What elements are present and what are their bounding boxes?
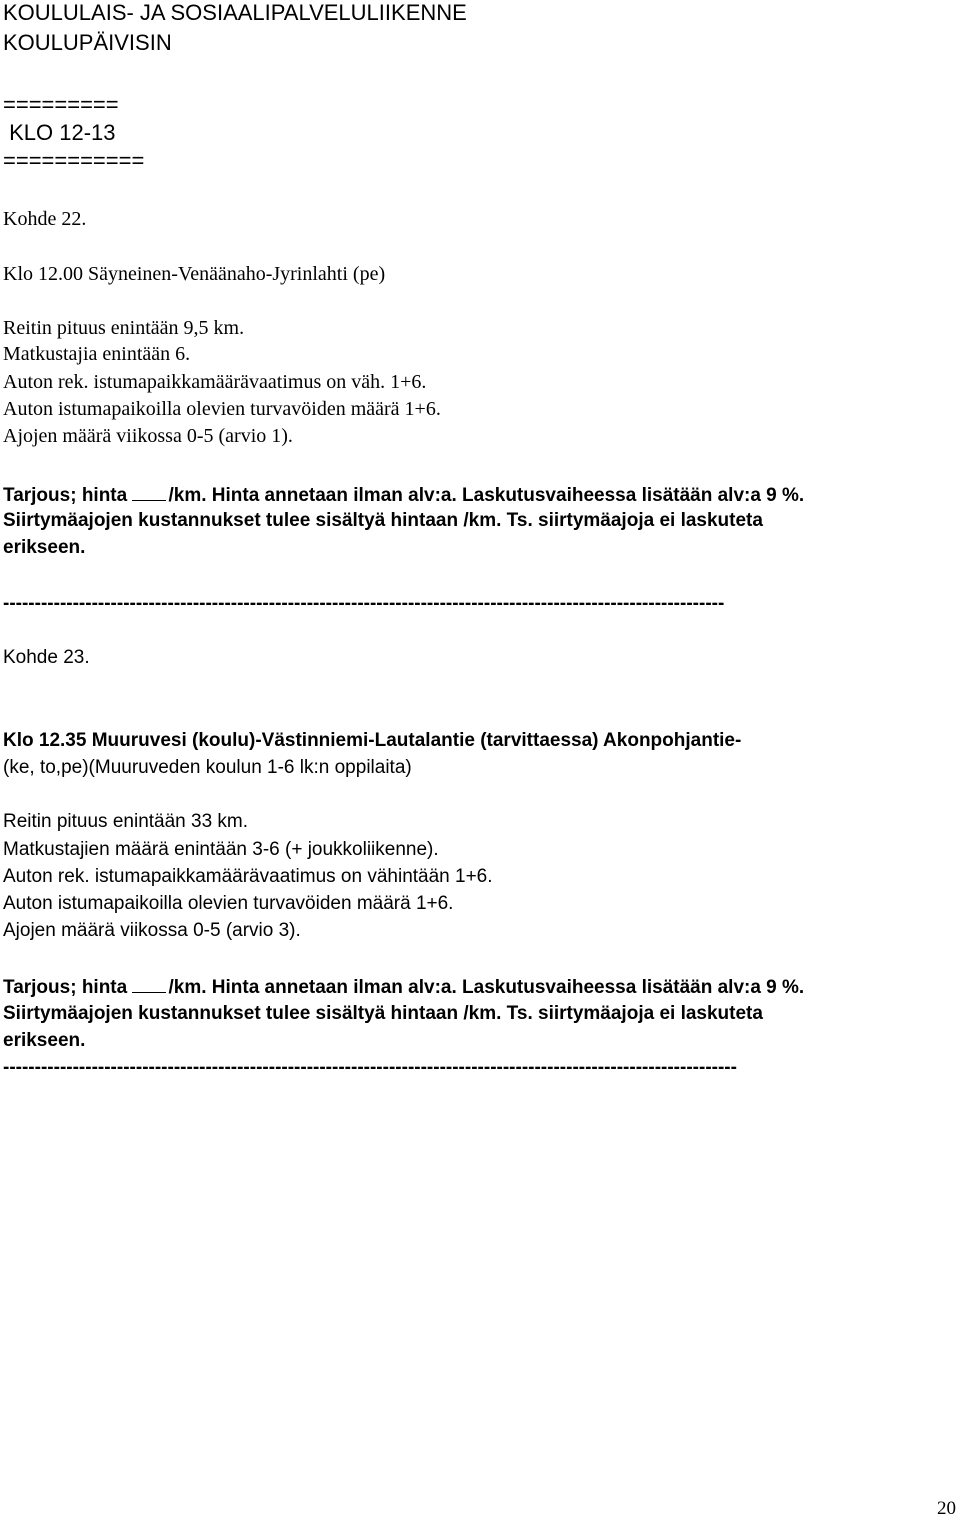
title-line-2: KOULUPÄIVISIN — [3, 30, 172, 55]
kohde23-offer-suffix: /km. Hinta annetaan ilman alv:a. Laskutusvaiheessa lisätään alv:a 9 %. — [168, 977, 805, 998]
kohde22-route: Klo 12.00 Säyneinen-Venäänaho-Jyrinlahti (pe) — [3, 263, 386, 285]
kohde22-transfer-end: erikseen. — [3, 537, 86, 558]
title-line-1: KOULULAIS- JA SOSIAALIPALVELULIIKENNE — [3, 0, 467, 25]
kohde22-heading: Kohde 22. — [3, 208, 87, 230]
kohde22-detail-2: Matkustajia enintään 6. — [3, 343, 191, 365]
kohde22-offer-suffix: /km. Hinta annetaan ilman alv:a. Laskutusvaiheessa lisätään alv:a 9 %. — [168, 485, 805, 506]
kohde23-detail-1: Reitin pituus enintään 33 km. — [3, 811, 249, 832]
rule-bottom: =========== — [3, 148, 145, 173]
kohde22-transfer-line: Siirtymäajojen kustannukset tulee sisältyä hintaan /km. Ts. siirtymäajoja ei laskuteta — [3, 510, 763, 531]
kohde23-detail-2: Matkustajien määrä enintään 3-6 (+ joukkoliikenne). — [3, 839, 439, 860]
kohde22-detail-3: Auton rek. istumapaikkamäärävaatimus on väh. 1+6. — [3, 371, 427, 393]
kohde23-detail-3: Auton rek. istumapaikkamäärävaatimus on vähintään 1+6. — [3, 866, 493, 887]
kohde22-detail-1: Reitin pituus enintään 9,5 km. — [3, 317, 245, 339]
kohde23-price-blank — [132, 976, 166, 993]
time-band: KLO 12-13 — [3, 120, 116, 145]
kohde23-offer-prefix: Tarjous; hinta — [3, 977, 133, 998]
separator-2: -------------------------------------------------------------------------------------------------------------------- — [3, 1057, 737, 1078]
kohde22-price-blank — [132, 484, 166, 501]
kohde23-transfer-line: Siirtymäajojen kustannukset tulee sisältyä hintaan /km. Ts. siirtymäajoja ei laskuteta — [3, 1003, 763, 1024]
rule-top: ========= — [3, 92, 119, 117]
kohde22-detail-4: Auton istumapaikoilla olevien turvavöiden määrä 1+6. — [3, 398, 441, 420]
kohde22-offer-prefix: Tarjous; hinta — [3, 485, 133, 506]
kohde22-detail-5: Ajojen määrä viikossa 0-5 (arvio 1). — [3, 425, 293, 447]
kohde23-offer-line — [3, 976, 804, 997]
kohde23-detail-5: Ajojen määrä viikossa 0-5 (arvio 3). — [3, 920, 301, 941]
kohde23-transfer-end: erikseen. — [3, 1030, 86, 1051]
kohde23-route: Klo 12.35 Muuruvesi (koulu)-Västinniemi-Lautalantie (tarvittaessa) Akonpohjantie- — [3, 730, 742, 751]
separator-1: ------------------------------------------------------------------------------------------------------------------ — [3, 593, 725, 614]
page-number: 20 — [937, 1498, 956, 1519]
kohde23-detail-4: Auton istumapaikoilla olevien turvavöiden määrä 1+6. — [3, 893, 454, 914]
kohde23-route-cont: (ke, to,pe)(Muuruveden koulun 1-6 lk:n oppilaita) — [3, 757, 412, 778]
kohde22-offer-line — [3, 484, 804, 505]
kohde23-heading: Kohde 23. — [3, 647, 90, 668]
